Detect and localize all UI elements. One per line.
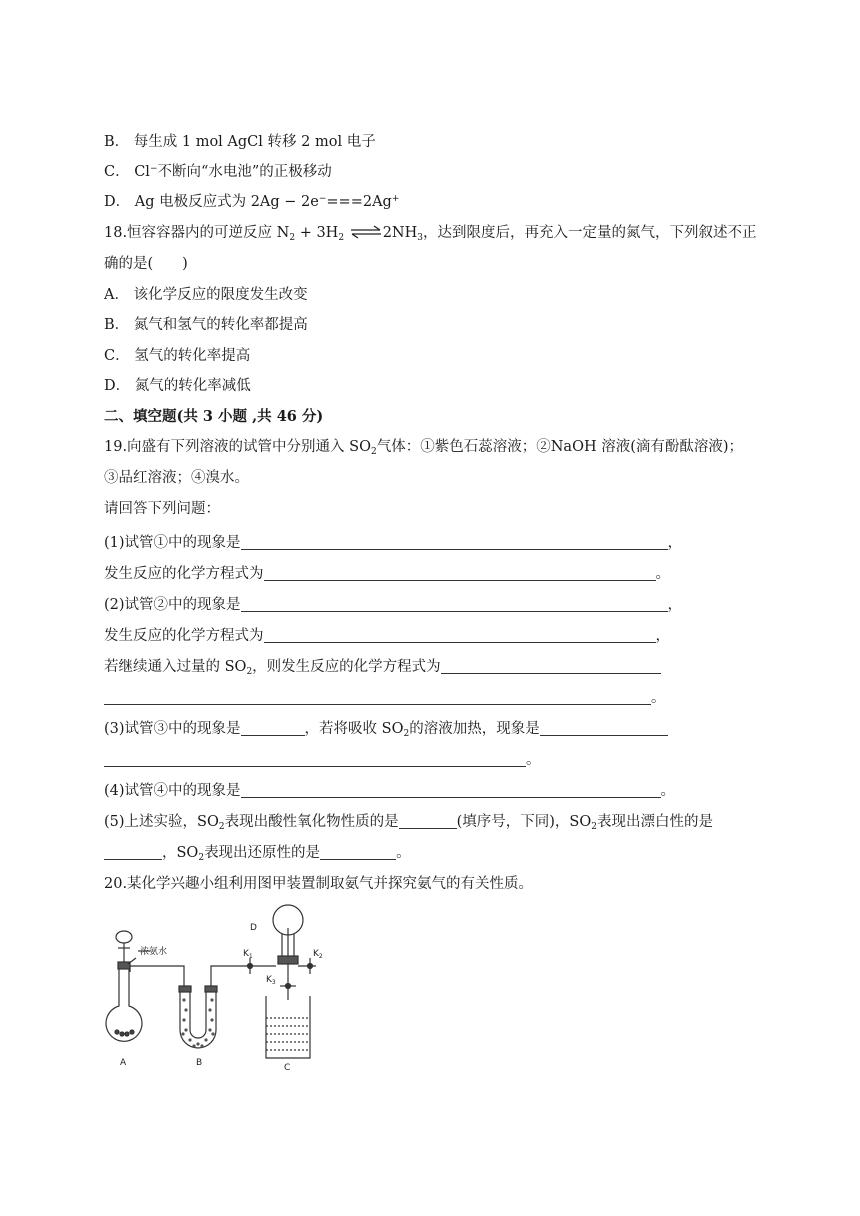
label-a: A	[120, 1058, 127, 1068]
q19-part1-phenomenon: (1)试管①中的现象是 ，	[104, 535, 683, 551]
q19-part3-cont: 。	[104, 750, 541, 770]
q19-part2-excess-cont: 。	[104, 688, 666, 708]
q19-part5-cont: ，$SO_2$表现出还原性的是 。	[104, 843, 411, 863]
label-d: D	[250, 923, 257, 933]
answer-blank[interactable]	[241, 534, 668, 550]
answer-blank[interactable]	[540, 720, 668, 736]
q19-part3: (3)试管③中的现象是 ，若将吸收 $SO_2$的溶液加热，现象是	[104, 719, 668, 739]
flask-a	[106, 969, 142, 1041]
q18-option-c: C． 氢气的转化率提高	[104, 348, 251, 364]
answer-blank[interactable]	[104, 751, 526, 767]
equilibrium-arrow-icon	[349, 225, 383, 239]
q18-option-b: B． 氮气和氢气的转化率都提高	[104, 317, 308, 333]
label-c: C	[284, 1063, 291, 1073]
q19-prompt: 请回答下列问题：	[104, 501, 220, 517]
q20-stem: 20.某化学兴趣小组利用图甲装置制取氨气并探究氨气的有关性质。	[104, 876, 534, 892]
q19-part5: (5)上述实验，$SO_2$表现出酸性氧化物性质的是 (填序号，下同)，$SO_2$表现出漂白性的是	[104, 814, 713, 832]
q19-stem: 19.向盛有下列溶液的试管中分别通入 $SO_2$气体：①紫色石蕊溶液；②NaOH 溶液(滴有酚酞溶液)；	[104, 439, 744, 457]
q19-part2-excess: 若继续通入过量的 $SO_2$，则发生反应的化学方程式为	[104, 657, 661, 677]
answer-blank[interactable]	[264, 565, 656, 581]
q19-stem-line2: ③品红溶液；④溴水。	[104, 470, 249, 486]
beaker-c	[266, 996, 310, 1058]
label-b: B	[196, 1058, 203, 1068]
answer-blank[interactable]	[241, 596, 668, 612]
q18-stem-line2: 确的是( )	[104, 256, 188, 272]
answer-blank[interactable]	[104, 844, 162, 860]
answer-blank[interactable]	[320, 844, 396, 860]
answer-blank[interactable]	[441, 658, 661, 674]
q17-option-b: B． 每生成 1 mol AgCl 转移 2 mol 电子	[104, 134, 376, 150]
flask-d-stopper	[278, 956, 298, 964]
q17-option-c: C． Cl−不断向“水电池”的正极移动	[104, 164, 332, 180]
answer-blank[interactable]	[241, 782, 661, 798]
q18-option-a: A． 该化学反应的限度发生改变	[104, 287, 308, 303]
dropping-funnel	[116, 931, 132, 943]
answer-blank[interactable]	[104, 689, 651, 705]
flask-a-stopper	[118, 962, 130, 969]
label-k2: $K_2$	[313, 949, 323, 960]
q19-part2-phenomenon: (2)试管②中的现象是 ，	[104, 597, 683, 613]
answer-blank[interactable]	[264, 627, 656, 643]
q18-stem: 18.恒容容器内的可逆反应 $N_2 + 3H_2$ $2NH_3$，达到限度后，再充入一定量的氮气，下列叙述不正	[104, 225, 757, 243]
section-heading: 二、填空题(共 3 小题 ,共 46 分)	[104, 408, 324, 425]
q19-part4: (4)试管④中的现象是 。	[104, 783, 676, 799]
answer-blank[interactable]	[241, 720, 305, 736]
q17-option-d: D． Ag 电极反应式为 2Ag − 2e−===2Ag+	[104, 194, 400, 210]
label-concentrated-ammonia: 浓氨水	[140, 947, 168, 957]
ammonia-apparatus-diagram	[100, 900, 340, 1075]
label-k3: $K_3$	[266, 975, 276, 986]
label-k1: $K_1$	[243, 949, 253, 960]
q19-part1-equation: 发生反应的化学方程式为 。	[104, 566, 670, 582]
answer-blank[interactable]	[399, 813, 457, 829]
u-tube-left-stopper	[179, 986, 191, 992]
q19-part2-equation: 发生反应的化学方程式为 ，	[104, 628, 670, 644]
q18-option-d: D． 氮气的转化率减低	[104, 378, 251, 394]
